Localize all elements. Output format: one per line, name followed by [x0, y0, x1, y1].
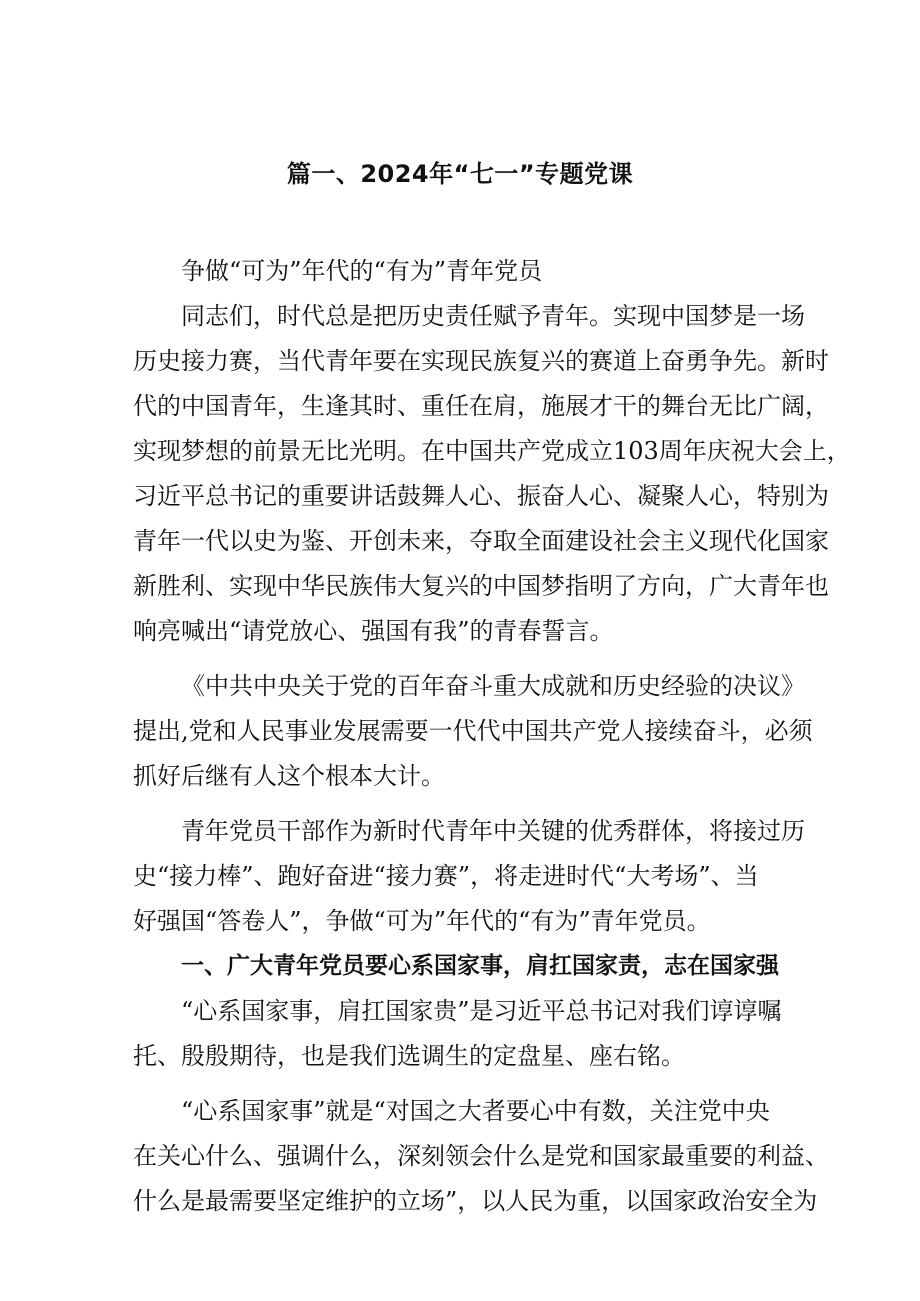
paragraph-line: 提出,党和人民事业发展需要一代代中国共产党人接续奋斗，必须 [133, 717, 813, 745]
document-body [133, 249, 851, 1224]
paragraph-line: 习近平总书记的重要讲话鼓舞人心、振奋人心、凝聚人心，特别为 [133, 482, 829, 510]
paragraph-line: 青年党员干部作为新时代青年中关键的优秀群体，将接过历 [181, 817, 805, 845]
paragraph-line: 代的中国青年，生逢其时、重任在肩，施展才干的舞台无比广阔， [133, 392, 829, 420]
section-heading: 一、广大青年党员要心系国家事，肩扛国家责，志在国家强 [181, 953, 779, 979]
paragraph-line: 《中共中央关于党的百年奋斗重大成就和历史经验的决议》 [181, 672, 805, 700]
paragraph-line: 青年一代以史为鉴、开创未来，夺取全面建设社会主义现代化国家 [133, 527, 829, 555]
paragraph-line: 实现梦想的前景无比光明。在中国共产党成立103周年庆祝大会上， [133, 437, 851, 465]
paragraph-line: “心系国家事”就是“对国之大者要心中有数，关注党中央 [181, 1097, 770, 1125]
paragraph-line: 抓好后继有人这个根本大计。 [133, 762, 445, 790]
paragraph-line: 新胜利、实现中华民族伟大复兴的中国梦指明了方向，广大青年也 [133, 572, 829, 600]
document-title: 篇一、2024年“七一”专题党课 [286, 160, 634, 188]
subtitle-line: 争做“可为”年代的“有为”青年党员 [181, 257, 543, 285]
paragraph-line: 史“接力棒”、跑好奋进“接力赛”，将走进时代“大考场”、当 [133, 862, 759, 890]
paragraph-line: 在关心什么、强调什么，深刻领会什么是党和国家最重要的利益、 [133, 1142, 829, 1170]
paragraph-line: 什么是最需要坚定维护的立场”，以人民为重，以国家政治安全为 [133, 1187, 818, 1215]
paragraph-line: 托、殷殷期待，也是我们选调生的定盘星、座右铭。 [133, 1042, 685, 1070]
paragraph-line: 响亮喊出“请党放心、强国有我”的青春誓言。 [133, 617, 614, 645]
paragraph-line: 好强国“答卷人”，争做“可为”年代的“有为”青年党员。 [133, 907, 711, 935]
paragraph-line: 历史接力赛，当代青年要在实现民族复兴的赛道上奋勇争先。新时 [133, 347, 829, 375]
paragraph-line: 同志们，时代总是把历史责任赋予青年。实现中国梦是一场 [181, 302, 805, 330]
paragraph-line: “心系国家事，肩扛国家贵”是习近平总书记对我们谆谆嘱 [181, 997, 782, 1025]
